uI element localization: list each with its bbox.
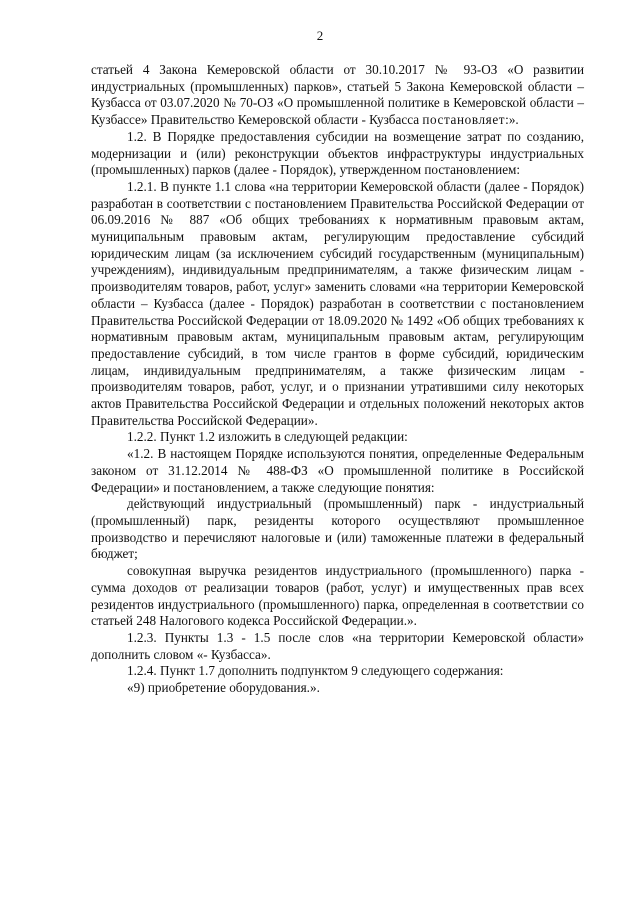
paragraph-2: 1.2. В Порядке предоставления субсидии на возмещение затрат по созданию, модернизации и (или) реконструкции объектов инфраструктуры индустриальных (промышленных) парков (далее - Порядок), утвержденном постановлением:: [91, 128, 584, 178]
paragraph-3: 1.2.1. В пункте 1.1 слова «на территории Кемеровской области (далее - Порядок) разработан в соответствии с постановлением Правительства Российской Федерации от 06.09.2016 № 887 «Об общих требованиях к нормативным правовым актам, муниципальным правовым актам, регулирующим предоставление субсидий юридическим лицам (за исключением субсидий государственным (муниципальным) учреждениям), индивидуальным предпринимателям, а также физическим лицам - производителям товаров, работ, услуг» заменить словами «на территории Кемеровской области – Кузбасса (далее - Порядок) разработан в соответствии с постановлением Правительства Российской Федерации от 18.09.2020 № 1492 «Об общих требованиях к нормативным правовым актам, муниципальным правовым актам, регулирующим предоставление субсидий, в том числе грантов в форме субсидий, юридическим лицам, индивидуальным предпринимателям, а также физическим лицам - производителям товаров, работ, услуг, и о признании утратившими силу некоторых актов Правительства Российской Федерации и отдельных положений некоторых актов Правительства Российской Федерации».: [91, 178, 584, 428]
paragraph-9: 1.2.4. Пункт 1.7 дополнить подпунктом 9 следующего содержания:: [127, 663, 504, 679]
paragraph-1-ending: :».: [505, 112, 519, 128]
document-body: [91, 62, 584, 697]
paragraph-5: «1.2. В настоящем Порядке используются понятия, определенные Федеральным законом от 31.12.2014 № 488-ФЗ «О промышленной политике в Российской Федерации» и постановлением, а также следующие понятия:: [91, 446, 584, 495]
paragraph-7: совокупная выручка резидентов индустриального (промышленного) парка - сумма доходов от реализации товаров (работ, услуг) и имущественных прав всех резидентов индустриального (промышленного) парка, определенная в соответствии со статьей 248 Налогового кодекса Российской Федерации.».: [91, 563, 584, 629]
paragraph-1-spaced-word: постановляет: [422, 112, 506, 128]
paragraph-1-text: статьей 4 Закона Кемеровской области от 30.10.2017 № 93-ОЗ «О развитии индустриальных (промышленных) парков», статьей 5 Закона Кемеровской области – Кузбасса от 03.07.2020 № 70-ОЗ «О промышленной политике в Кемеровской области – Кузбассе» Правительство Кемеровской области - Кузбасса: [91, 62, 584, 128]
paragraph-1: [91, 62, 584, 129]
paragraph-8: 1.2.3. Пункты 1.3 - 1.5 после слов «на территории Кемеровской области» дополнить словом «- Кузбасса».: [91, 629, 584, 662]
paragraph-4: 1.2.2. Пункт 1.2 изложить в следующей редакции:: [127, 429, 408, 445]
paragraph-6: действующий индустриальный (промышленный) парк - индустриальный (промышленный) парк, резиденты которого осуществляют промышленное производство и перечисляют налоговые и (или) таможенные платежи в федеральный бюджет;: [91, 496, 584, 562]
paragraph-10: «9) приобретение оборудования.».: [127, 680, 320, 696]
page-number: 2: [316, 28, 324, 43]
